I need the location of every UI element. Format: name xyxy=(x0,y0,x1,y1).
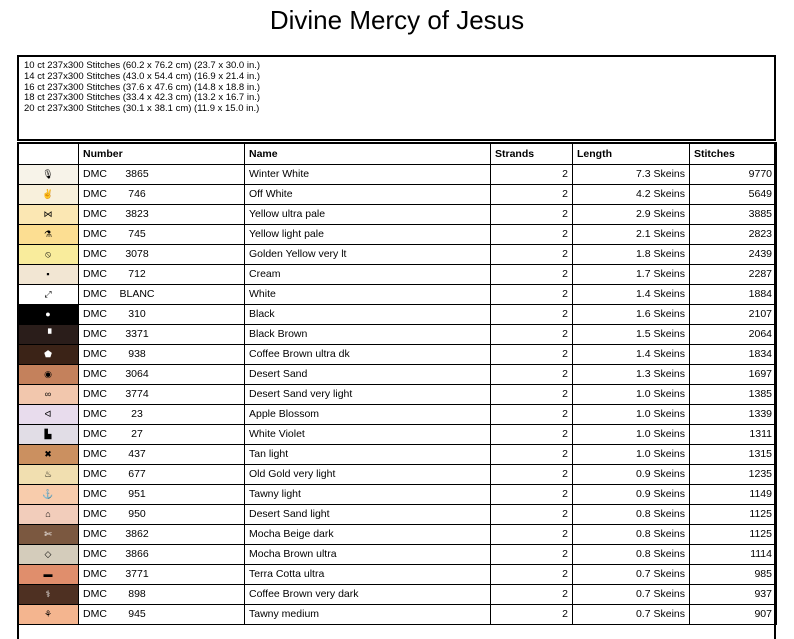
thread-code: 3771 xyxy=(125,568,149,580)
strands-cell: 2 xyxy=(491,264,573,284)
thread-code: 3823 xyxy=(125,208,149,220)
thread-brand: DMC xyxy=(83,308,107,320)
length-cell: 0.7 Skeins xyxy=(573,604,690,624)
number-column-header: Number xyxy=(79,143,245,164)
color-swatch xyxy=(18,604,79,624)
length-cell: 0.9 Skeins xyxy=(573,484,690,504)
length-cell: 0.7 Skeins xyxy=(573,584,690,604)
stitch-symbol-icon: ⚕ xyxy=(45,588,51,599)
stitch-symbol-icon: 🎙 xyxy=(42,168,54,179)
stitch-symbol-icon: ● xyxy=(45,309,51,319)
stitch-symbol-icon: ⤢ xyxy=(44,288,52,299)
length-cell: 7.3 Skeins xyxy=(573,164,690,184)
table-row xyxy=(18,524,777,544)
fabric-size-line: 16 ct 237x300 Stitches (37.6 x 47.6 cm) (14.8 x 18.8 in.) xyxy=(24,81,261,93)
stitches-cell: 985 xyxy=(690,564,777,584)
thread-code: 746 xyxy=(128,188,146,200)
stitches-cell: 1125 xyxy=(690,524,777,544)
thread-number-cell xyxy=(79,424,245,444)
color-swatch xyxy=(18,204,79,224)
name-column-header: Name xyxy=(245,143,491,164)
strands-cell: 2 xyxy=(491,384,573,404)
fabric-size-line: 14 ct 237x300 Stitches (43.0 x 54.4 cm) (16.9 x 21.4 in.) xyxy=(24,70,261,82)
thread-number-cell xyxy=(79,504,245,524)
strands-cell: 2 xyxy=(491,544,573,564)
table-row xyxy=(18,564,777,584)
thread-name-cell: Coffee Brown ultra dk xyxy=(245,344,491,364)
length-cell: 0.9 Skeins xyxy=(573,464,690,484)
strands-cell: 2 xyxy=(491,604,573,624)
length-cell: 1.4 Skeins xyxy=(573,284,690,304)
thread-rows xyxy=(18,164,777,624)
table-row xyxy=(18,444,777,464)
thread-number-cell xyxy=(79,324,245,344)
thread-name-cell: Desert Sand light xyxy=(245,504,491,524)
thread-name-cell: Winter White xyxy=(245,164,491,184)
table-row xyxy=(18,364,777,384)
color-swatch xyxy=(18,364,79,384)
color-swatch xyxy=(18,404,79,424)
table-row xyxy=(18,404,777,424)
thread-code: 437 xyxy=(128,448,146,460)
length-cell: 1.0 Skeins xyxy=(573,444,690,464)
thread-code: 3064 xyxy=(125,368,149,380)
table-row xyxy=(18,584,777,604)
stitch-symbol-icon: ▬ xyxy=(43,569,53,579)
stitch-symbol-icon: ⚓ xyxy=(42,488,54,499)
table-row xyxy=(18,224,777,244)
thread-number-cell xyxy=(79,444,245,464)
thread-name-cell: Black Brown xyxy=(245,324,491,344)
thread-code: 23 xyxy=(131,408,143,420)
thread-name-cell: Golden Yellow very lt xyxy=(245,244,491,264)
fabric-size-line: 18 ct 237x300 Stitches (33.4 x 42.3 cm) (13.2 x 16.7 in.) xyxy=(24,92,261,104)
color-swatch xyxy=(18,224,79,244)
color-swatch xyxy=(18,244,79,264)
strands-cell: 2 xyxy=(491,504,573,524)
stitch-symbol-icon: ⦸ xyxy=(45,248,51,259)
thread-name-cell: White xyxy=(245,284,491,304)
strands-cell: 2 xyxy=(491,304,573,324)
fabric-size-line: 10 ct 237x300 Stitches (60.2 x 76.2 cm) (23.7 x 30.0 in.) xyxy=(24,60,261,71)
table-row xyxy=(18,164,777,184)
thread-code: 938 xyxy=(128,348,146,360)
stitches-cell: 1149 xyxy=(690,484,777,504)
thread-number-cell xyxy=(79,364,245,384)
table-row xyxy=(18,244,777,264)
thread-code: 950 xyxy=(128,508,146,520)
table-row xyxy=(18,264,777,284)
strands-cell: 2 xyxy=(491,204,573,224)
table-row xyxy=(18,544,777,564)
color-swatch xyxy=(18,284,79,304)
thread-brand: DMC xyxy=(83,208,107,220)
strands-cell: 2 xyxy=(491,444,573,464)
thread-number-cell xyxy=(79,584,245,604)
table-row xyxy=(18,604,777,624)
thread-name-cell: Mocha Beige dark xyxy=(245,524,491,544)
thread-code: 898 xyxy=(128,588,146,600)
thread-name-cell: Desert Sand very light xyxy=(245,384,491,404)
color-swatch xyxy=(18,524,79,544)
length-cell: 1.7 Skeins xyxy=(573,264,690,284)
thread-number-cell xyxy=(79,264,245,284)
stitches-cell: 2107 xyxy=(690,304,777,324)
thread-code: 3774 xyxy=(125,388,149,400)
table-row xyxy=(18,484,777,504)
stitches-cell: 2823 xyxy=(690,224,777,244)
stitch-symbol-icon: ▝ xyxy=(44,328,52,339)
table-row xyxy=(18,464,777,484)
stitch-symbol-icon: ✄ xyxy=(44,528,52,539)
thread-code: 310 xyxy=(128,308,146,320)
color-swatch xyxy=(18,504,79,524)
color-swatch xyxy=(18,464,79,484)
thread-brand: DMC xyxy=(83,368,107,380)
stitch-symbol-icon: ⋈ xyxy=(43,208,53,219)
thread-number-cell xyxy=(79,164,245,184)
thread-number-cell xyxy=(79,404,245,424)
thread-number-cell xyxy=(79,384,245,404)
length-cell: 0.8 Skeins xyxy=(573,544,690,564)
strands-cell: 2 xyxy=(491,364,573,384)
color-swatch xyxy=(18,324,79,344)
stitches-cell: 1311 xyxy=(690,424,777,444)
strands-cell: 2 xyxy=(491,424,573,444)
table-row xyxy=(18,424,777,444)
strands-cell: 2 xyxy=(491,344,573,364)
color-swatch xyxy=(18,344,79,364)
color-swatch xyxy=(18,584,79,604)
thread-number-cell xyxy=(79,564,245,584)
strands-cell: 2 xyxy=(491,564,573,584)
stitch-symbol-icon: ∞ xyxy=(44,389,52,399)
length-cell: 1.0 Skeins xyxy=(573,424,690,444)
strands-cell: 2 xyxy=(491,324,573,344)
thread-code: 3371 xyxy=(125,328,149,340)
strands-cell: 2 xyxy=(491,524,573,544)
thread-name-cell: Off White xyxy=(245,184,491,204)
thread-number-cell xyxy=(79,184,245,204)
stitches-cell: 1385 xyxy=(690,384,777,404)
fabric-sizes-box xyxy=(17,55,776,141)
thread-brand: DMC xyxy=(83,508,107,520)
length-cell: 4.2 Skeins xyxy=(573,184,690,204)
thread-name-cell: Tawny medium xyxy=(245,604,491,624)
length-cell: 0.8 Skeins xyxy=(573,524,690,544)
thread-brand: DMC xyxy=(83,328,107,340)
length-cell: 1.5 Skeins xyxy=(573,324,690,344)
thread-number-cell xyxy=(79,604,245,624)
thread-brand: DMC xyxy=(83,608,107,620)
stitch-symbol-icon: ◇ xyxy=(44,548,52,559)
length-cell: 0.7 Skeins xyxy=(573,564,690,584)
thread-name-cell: Apple Blossom xyxy=(245,404,491,424)
stitches-cell: 1834 xyxy=(690,344,777,364)
stitch-symbol-icon: ⚗ xyxy=(43,228,53,239)
color-swatch xyxy=(18,184,79,204)
thread-brand: DMC xyxy=(83,188,107,200)
color-swatch xyxy=(18,384,79,404)
thread-brand: DMC xyxy=(83,168,107,180)
table-row xyxy=(18,384,777,404)
thread-brand: DMC xyxy=(83,228,107,240)
page-title: Divine Mercy of Jesus xyxy=(269,5,525,35)
stitch-symbol-icon: ⚘ xyxy=(43,608,53,619)
length-cell: 1.6 Skeins xyxy=(573,304,690,324)
table-row xyxy=(18,344,777,364)
color-swatch xyxy=(18,564,79,584)
length-cell: 1.4 Skeins xyxy=(573,344,690,364)
stitch-symbol-icon: ✌ xyxy=(42,188,54,199)
stitches-cell: 937 xyxy=(690,584,777,604)
stitches-cell: 1339 xyxy=(690,404,777,424)
thread-brand: DMC xyxy=(83,528,107,540)
strands-cell: 2 xyxy=(491,284,573,304)
table-row xyxy=(18,284,777,304)
thread-number-cell xyxy=(79,224,245,244)
thread-code: BLANC xyxy=(119,288,155,300)
stitches-cell: 1697 xyxy=(690,364,777,384)
thread-brand: DMC xyxy=(83,288,107,300)
stitch-symbol-icon: ✖ xyxy=(44,448,52,459)
length-cell: 1.0 Skeins xyxy=(573,404,690,424)
thread-brand: DMC xyxy=(83,408,107,420)
thread-number-cell xyxy=(79,304,245,324)
thread-code: 712 xyxy=(128,268,146,280)
thread-brand: DMC xyxy=(83,568,107,580)
thread-name-cell: White Violet xyxy=(245,424,491,444)
thread-code: 3865 xyxy=(125,168,149,180)
thread-brand: DMC xyxy=(83,248,107,260)
thread-number-cell xyxy=(79,544,245,564)
stitches-cell: 1884 xyxy=(690,284,777,304)
stitches-cell: 1315 xyxy=(690,444,777,464)
strands-cell: 2 xyxy=(491,484,573,504)
length-cell: 2.9 Skeins xyxy=(573,204,690,224)
table-row xyxy=(18,504,777,524)
strands-cell: 2 xyxy=(491,224,573,244)
color-swatch xyxy=(18,484,79,504)
color-swatch xyxy=(18,444,79,464)
thread-code: 27 xyxy=(131,428,143,440)
strands-cell: 2 xyxy=(491,584,573,604)
thread-code: 3866 xyxy=(125,548,149,560)
color-swatch xyxy=(18,424,79,444)
thread-code: 945 xyxy=(128,608,146,620)
thread-brand: DMC xyxy=(83,428,107,440)
thread-number-cell xyxy=(79,244,245,264)
color-swatch xyxy=(18,304,79,324)
stitches-cell: 5649 xyxy=(690,184,777,204)
thread-code: 745 xyxy=(128,228,146,240)
color-swatch xyxy=(18,544,79,564)
thread-code: 3078 xyxy=(125,248,149,260)
length-cell: 0.8 Skeins xyxy=(573,504,690,524)
thread-name-cell: Cream xyxy=(245,264,491,284)
thread-brand: DMC xyxy=(83,588,107,600)
length-column-header: Length xyxy=(573,143,690,164)
stitches-cell: 3885 xyxy=(690,204,777,224)
thread-name-cell: Yellow light pale xyxy=(245,224,491,244)
thread-brand: DMC xyxy=(83,468,107,480)
thread-number-cell xyxy=(79,484,245,504)
thread-name-cell: Terra Cotta ultra xyxy=(245,564,491,584)
thread-name-cell: Yellow ultra pale xyxy=(245,204,491,224)
length-cell: 1.0 Skeins xyxy=(573,384,690,404)
length-cell: 2.1 Skeins xyxy=(573,224,690,244)
strands-cell: 2 xyxy=(491,404,573,424)
thread-number-cell xyxy=(79,464,245,484)
stitches-cell: 1114 xyxy=(690,544,777,564)
table-row xyxy=(18,324,777,344)
length-cell: 1.8 Skeins xyxy=(573,244,690,264)
table-row xyxy=(18,184,777,204)
thread-brand: DMC xyxy=(83,388,107,400)
stitches-cell: 2064 xyxy=(690,324,777,344)
fabric-size-line: 20 ct 237x300 Stitches (30.1 x 38.1 cm) (11.9 x 15.0 in.) xyxy=(24,103,260,115)
thread-brand: DMC xyxy=(83,448,107,460)
thread-name-cell: Tawny light xyxy=(245,484,491,504)
stitch-symbol-icon: ♨ xyxy=(43,468,53,479)
stitches-cell: 9770 xyxy=(690,164,777,184)
stitch-symbol-icon: ⌂ xyxy=(45,509,51,519)
thread-name-cell: Desert Sand xyxy=(245,364,491,384)
stitches-cell: 907 xyxy=(690,604,777,624)
length-cell: 1.3 Skeins xyxy=(573,364,690,384)
thread-name-cell: Coffee Brown very dark xyxy=(245,584,491,604)
thread-brand: DMC xyxy=(83,348,107,360)
thread-name-cell: Tan light xyxy=(245,444,491,464)
thread-brand: DMC xyxy=(83,548,107,560)
strands-cell: 2 xyxy=(491,184,573,204)
color-swatch xyxy=(18,264,79,284)
thread-number-cell xyxy=(79,284,245,304)
strands-cell: 2 xyxy=(491,244,573,264)
table-row xyxy=(18,304,777,324)
stitch-symbol-icon: ◉ xyxy=(44,368,52,379)
strands-cell: 2 xyxy=(491,464,573,484)
table-row xyxy=(18,204,777,224)
symbol-column-header xyxy=(18,143,79,164)
stitches-column-header: Stitches xyxy=(690,143,777,164)
stitches-cell: 1235 xyxy=(690,464,777,484)
stitch-symbol-icon: ⬟ xyxy=(44,348,52,359)
thread-name-cell: Black xyxy=(245,304,491,324)
stitch-symbol-icon: ▙ xyxy=(44,428,52,439)
stitches-cell: 2439 xyxy=(690,244,777,264)
stitches-cell: 1125 xyxy=(690,504,777,524)
thread-number-cell xyxy=(79,344,245,364)
strands-column-header: Strands xyxy=(491,143,573,164)
thread-number-cell xyxy=(79,524,245,544)
thread-code: 677 xyxy=(128,468,146,480)
thread-key-table xyxy=(17,142,777,625)
thread-brand: DMC xyxy=(83,488,107,500)
stitch-symbol-icon: ▪ xyxy=(46,269,50,279)
table-header-row xyxy=(18,143,777,164)
thread-brand: DMC xyxy=(83,268,107,280)
thread-number-cell xyxy=(79,204,245,224)
thread-code: 951 xyxy=(128,488,146,500)
stitches-cell: 2287 xyxy=(690,264,777,284)
strands-cell: 2 xyxy=(491,164,573,184)
stitch-symbol-icon: ᐊ xyxy=(44,408,52,419)
thread-code: 3862 xyxy=(125,528,149,540)
color-swatch xyxy=(18,164,79,184)
thread-name-cell: Old Gold very light xyxy=(245,464,491,484)
thread-name-cell: Mocha Brown ultra xyxy=(245,544,491,564)
